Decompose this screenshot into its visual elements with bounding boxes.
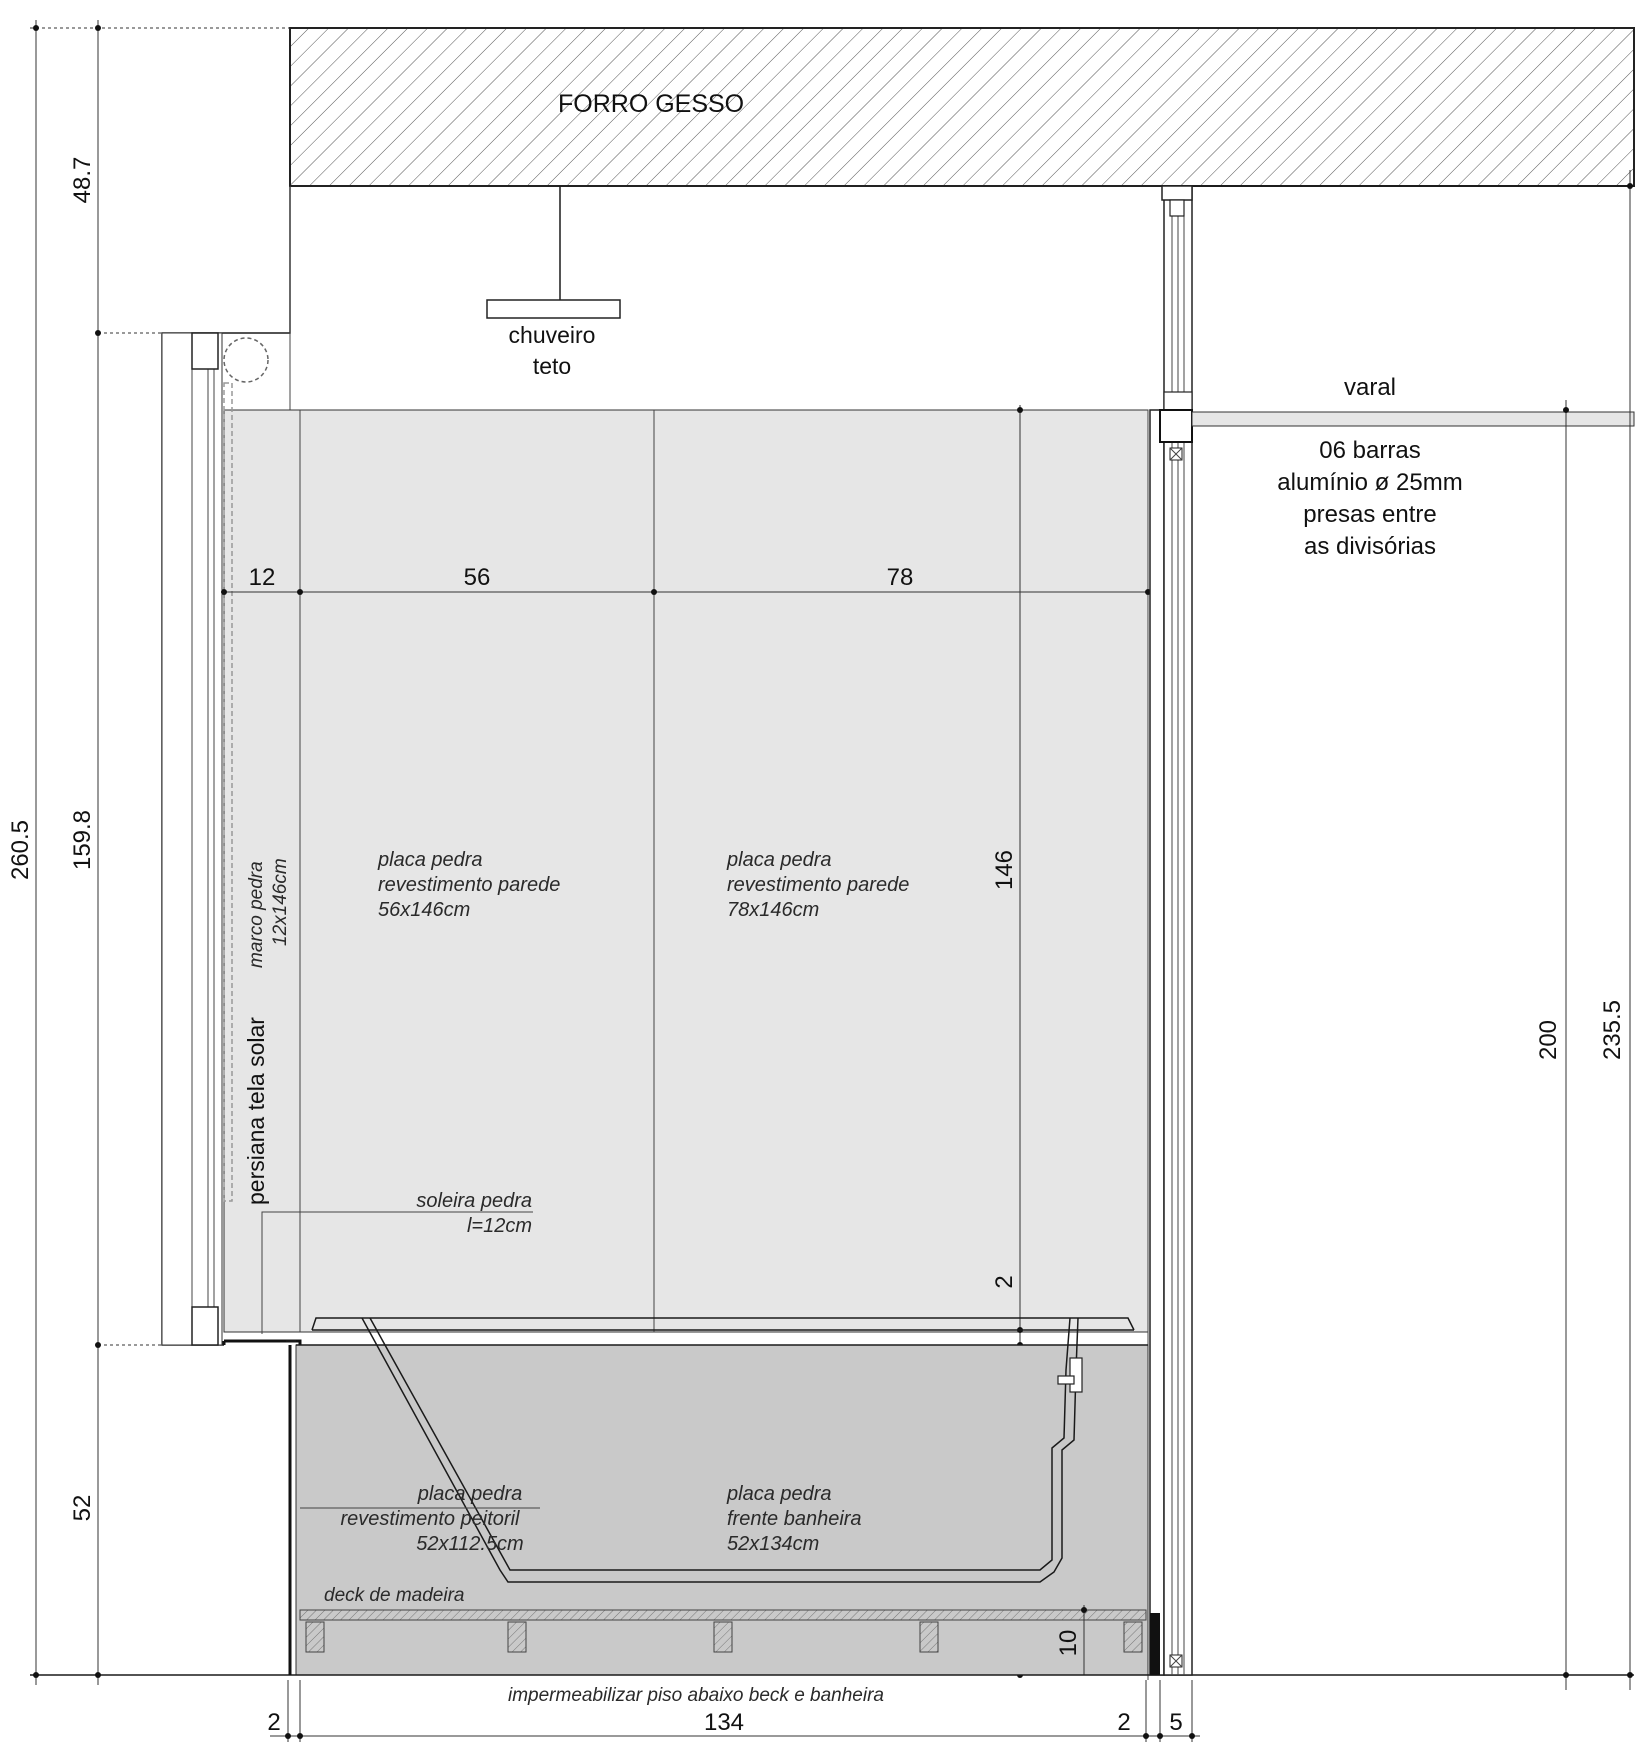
dim-10-deck: 10 [1055,1629,1082,1657]
bars-label-2: alumínio ø 25mm [1277,469,1463,496]
dim-tick [297,589,303,595]
dim-tick [95,25,101,31]
wall-plate-b-label-2: revestimento parede [727,874,910,896]
dim-tick [1627,1672,1633,1678]
shower-label-2: teto [532,353,572,379]
wall-plate-b-label-1: placa pedra [727,849,832,871]
deck-joist [306,1622,324,1652]
clothesline-label: varal [1343,374,1397,401]
dim-tick [1017,407,1023,413]
frame-label-2: 12x146cm [270,858,291,946]
dim-tick [221,589,227,595]
ceiling-slab [290,28,1634,186]
window-top-block [192,333,218,369]
wall-plate-a-label-3: 56x146cm [378,899,471,921]
deck-joist [508,1622,526,1652]
dim-tick [95,1672,101,1678]
partition-bracket [1170,200,1184,216]
dim-tick [1627,183,1633,189]
blind-roll [224,338,268,382]
dim-tick [33,1672,39,1678]
dim-200: 200 [1535,1019,1562,1061]
sill-plate-label-2: revestimento peitoril [340,1508,520,1530]
deck-boards [300,1610,1146,1620]
dim-260-5: 260.5 [7,819,34,881]
dim-bottom-2-right: 2 [1117,1709,1131,1736]
dim-tick [1081,1607,1087,1613]
dim-12: 12 [248,564,276,591]
deck-joist [920,1622,938,1652]
dim-2-gap: 2 [991,1275,1018,1289]
tub-drain-fitting [1070,1358,1082,1392]
dim-48-7: 48.7 [69,156,96,204]
dim-bottom-5: 5 [1169,1709,1183,1736]
sill-label-2: l=12cm [466,1215,532,1237]
window-bottom-block [192,1307,218,1345]
shower-head [487,300,620,318]
dim-146: 146 [991,849,1018,891]
tub-overflow [1058,1376,1074,1384]
clothesline-anchor [1160,410,1192,442]
dim-78: 78 [886,564,914,591]
ceiling-label: FORRO GESSO [558,90,745,118]
wall-plate-a-label-2: revestimento parede [378,874,561,896]
partition-base [1150,1613,1160,1675]
tub-front-label-1: placa pedra [727,1483,832,1505]
partition-post [1150,410,1164,1675]
dim-56: 56 [463,564,491,591]
dim-tick [651,589,657,595]
bars-label-4: as divisórias [1303,533,1437,560]
tub-front-label-2: frente banheira [727,1508,862,1530]
sill-plate-label-1: placa pedra [417,1483,523,1505]
wall-plate-a-label-1: placa pedra [378,849,483,871]
shower-label-1: chuveiro [508,322,596,348]
dim-159-8: 159.8 [69,809,96,871]
waterproof-note: impermeabilizar piso abaixo beck e banheira [508,1685,884,1706]
dim-bottom-134: 134 [703,1709,745,1736]
deck-joist [714,1622,732,1652]
dim-tick [1157,1733,1163,1739]
partition-rail-block [1164,392,1192,410]
dim-tick [1563,1672,1569,1678]
blind-label: persiana tela solar [243,1017,269,1205]
deck-label: deck de madeira [324,1585,465,1606]
frame-label-1: marco pedra [246,861,267,968]
sill-plate-label-3: 52x112.5cm [416,1533,524,1555]
sill-label-1: soleira pedra [416,1190,532,1212]
bars-label-1: 06 barras [1319,437,1421,464]
dim-tick [1143,1733,1149,1739]
clothesline-bar [1192,412,1634,426]
dim-bottom-2-left: 2 [267,1709,281,1736]
dim-52-sill: 52 [69,1494,96,1522]
dim-tick [95,330,101,336]
dim-tick [95,1342,101,1348]
deck-joist [1124,1622,1142,1652]
wall-plate-b-label-3: 78x146cm [727,899,820,921]
dim-tick [297,1733,303,1739]
partition-top-cap [1162,186,1192,200]
dim-tick [285,1733,291,1739]
dim-235-5: 235.5 [1599,999,1626,1061]
dim-tick [33,25,39,31]
dim-tick [1563,407,1569,413]
bars-label-3: presas entre [1303,501,1437,528]
dim-tick [1189,1733,1195,1739]
tub-front-label-3: 52x134cm [727,1533,820,1555]
